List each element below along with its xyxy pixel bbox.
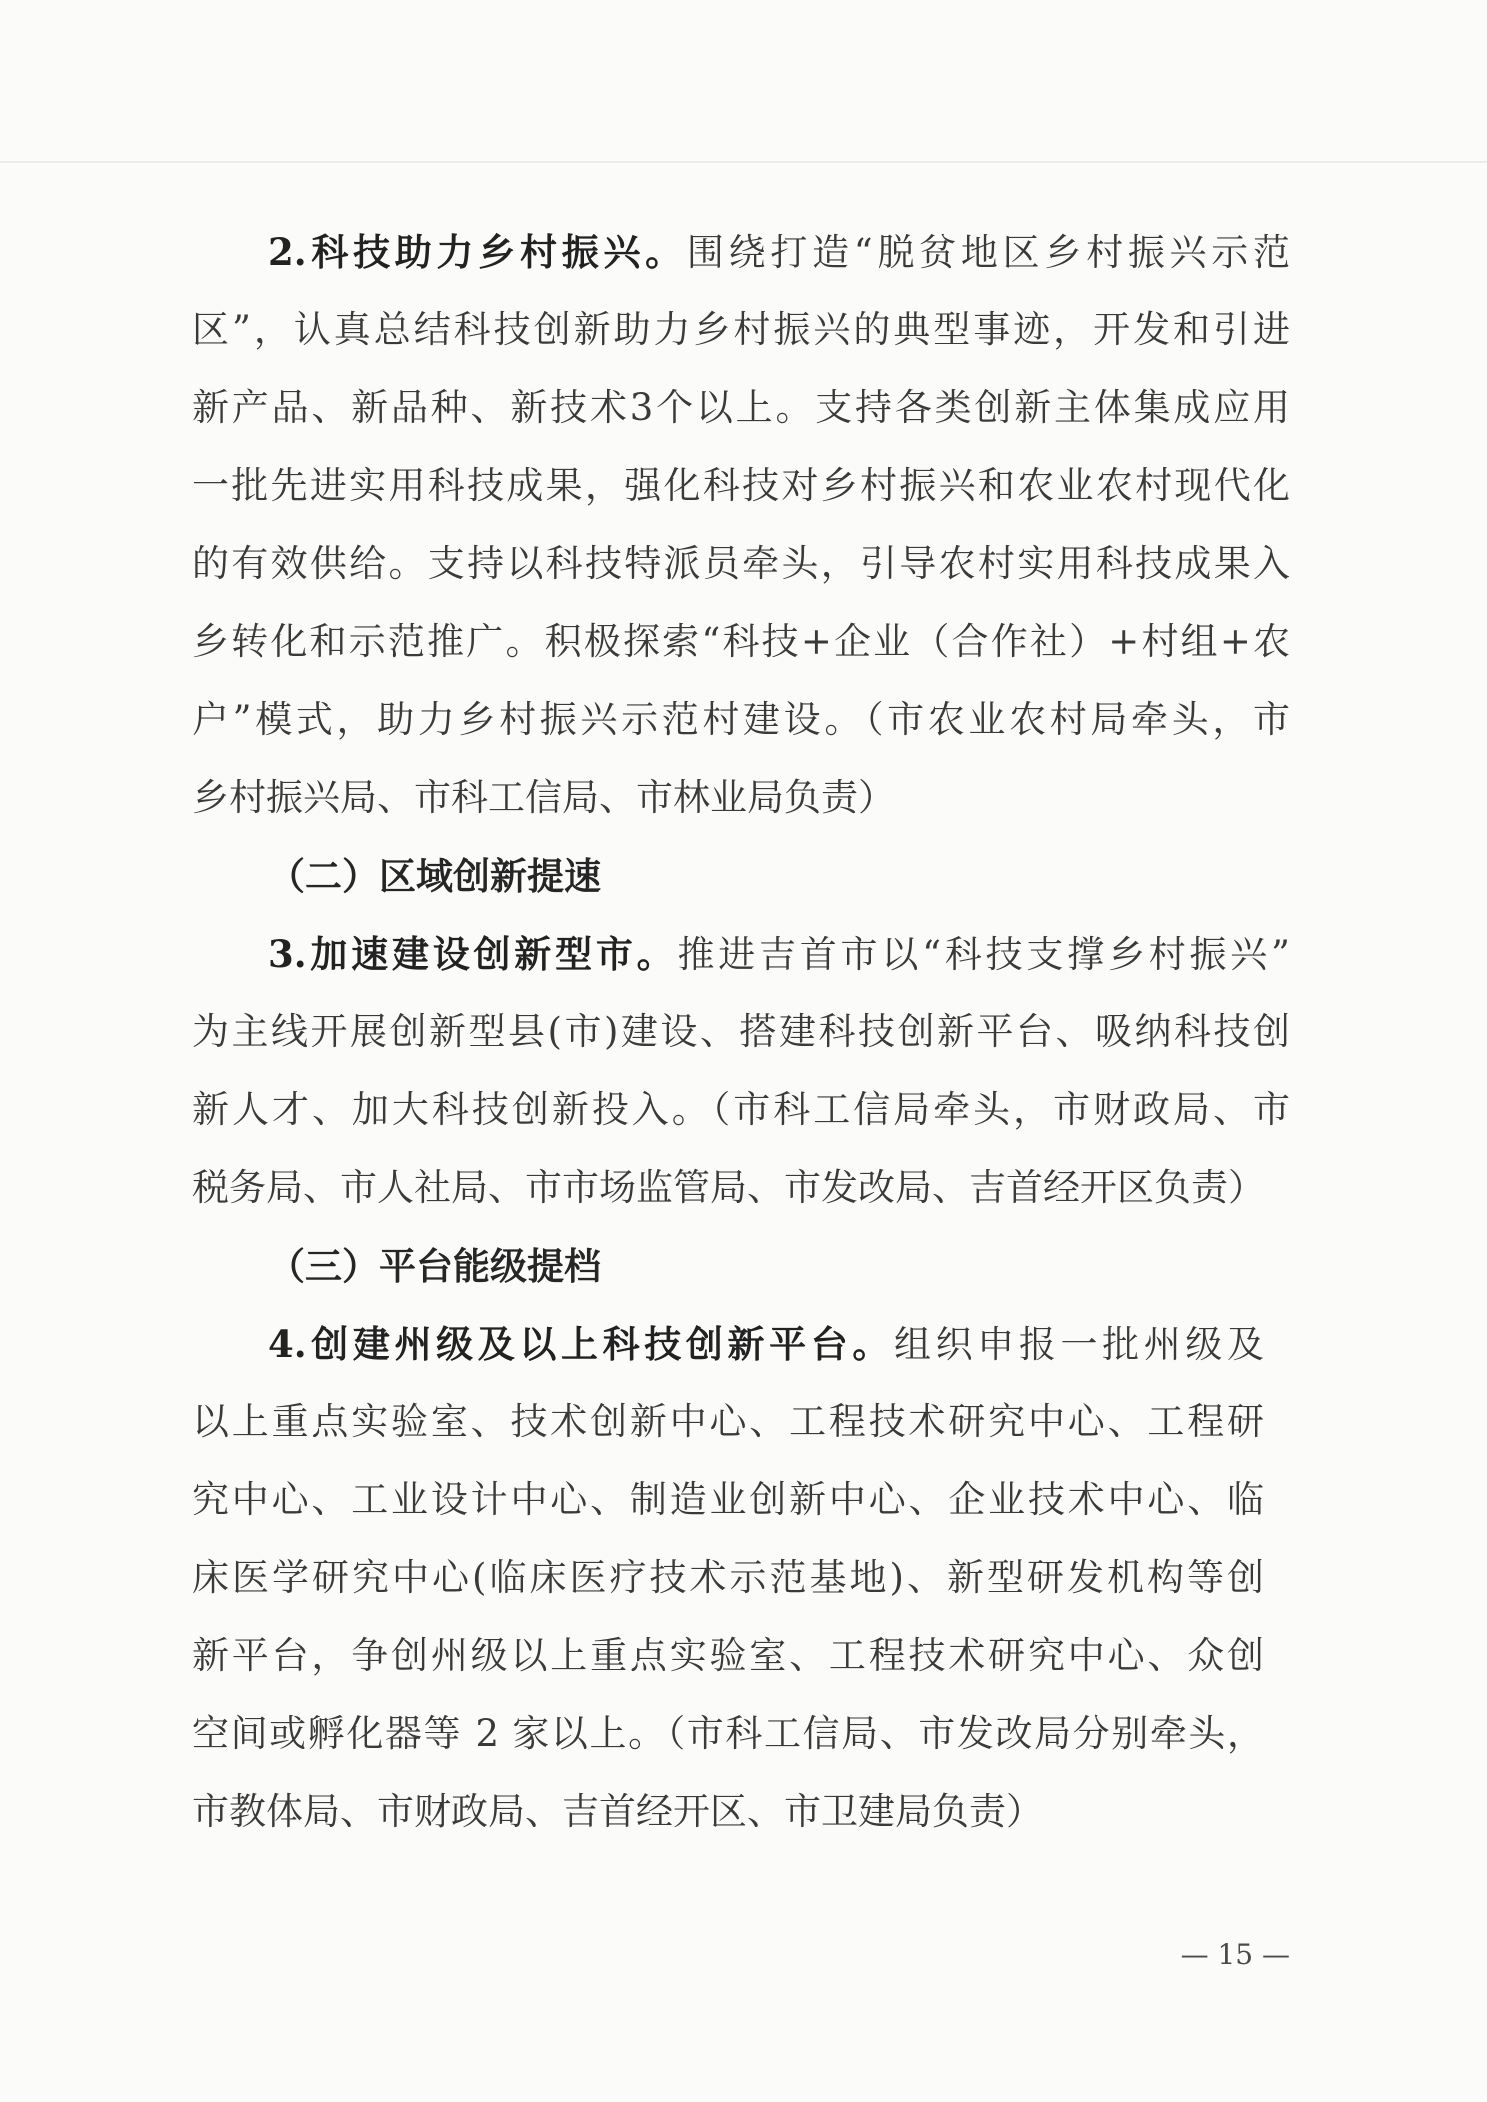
line-text: 床医学研究中心(临床医疗技术示范基地)、新型研发机构等创 [192,1556,1264,1599]
text-line [192,525,1290,603]
line-text: 区”，认真总结科技创新助力乡村振兴的典型事迹，开发和引进 [192,308,1290,351]
item-4-title: 4.创建州级及以上科技创新平台。 [268,1322,894,1366]
line-text: 新产品、新品种、新技术3个以上。支持各类创新主体集成应用 [192,386,1290,429]
text-line [192,759,1290,837]
text-line [192,1539,1264,1617]
text-line [192,1695,1264,1773]
section-heading-2: （二）区域创新提速 [268,854,601,898]
line-text: 乡转化和示范推广。积极探索“科技+企业（合作社）+村组+农 [192,620,1290,663]
text-line [192,291,1290,369]
line-text: 的有效供给。支持以科技特派员牵头，引导农村实用科技成果入 [192,542,1290,585]
line-text: 户”模式，助力乡村振兴示范村建设。（市农业农村局牵头，市 [192,698,1290,741]
text-line [192,1071,1290,1149]
line-text: 以上重点实验室、技术创新中心、工程技术研究中心、工程研 [192,1400,1264,1443]
line-text: 为主线开展创新型县(市)建设、搭建科技创新平台、吸纳科技创 [192,1010,1290,1053]
line-text: 围绕打造“脱贫地区乡村振兴示范 [686,231,1290,274]
text-line [192,1305,1264,1383]
text-line [192,369,1290,447]
item-2-title: 2.科技助力乡村振兴。 [268,230,687,274]
item-3-title: 3.加速建设创新型市。 [268,932,678,976]
text-line [192,603,1290,681]
text-line [192,1773,1264,1851]
text-line [192,993,1290,1071]
text-line [192,681,1290,759]
line-text: 推进吉首市以“科技支撑乡村振兴” [677,933,1290,976]
text-line [192,1383,1264,1461]
item-3-paragraph [192,915,1290,1227]
line-text: 新人才、加大科技创新投入。（市科工信局牵头，市财政局、市 [192,1088,1290,1131]
line-text: 市教体局、市财政局、吉首经开区、市卫建局负责） [192,1790,1043,1833]
line-text: 究中心、工业设计中心、制造业创新中心、企业技术中心、临 [192,1478,1264,1521]
text-line [192,1461,1264,1539]
scan-edge-line [0,161,1487,163]
line-text: 乡村振兴局、市科工信局、市林业局负责） [192,776,895,819]
page-number: — 15 — [1180,1938,1290,1971]
document-body [192,213,1290,1851]
item-4-paragraph [192,1305,1290,1851]
item-2-paragraph [192,213,1290,837]
text-line [192,1617,1264,1695]
text-line [192,447,1290,525]
line-text: 组织申报一批州级及 [894,1323,1264,1366]
line-text: 税务局、市人社局、市市场监管局、市发改局、吉首经开区负责） [192,1166,1265,1209]
text-line [192,1149,1290,1227]
line-text: 新平台，争创州级以上重点实验室、工程技术研究中心、众创 [192,1634,1264,1677]
text-line [192,915,1290,993]
line-text: 空间或孵化器等 2 家以上。（市科工信局、市发改局分别牵头， [192,1712,1264,1755]
text-line [192,213,1290,291]
line-text: 一批先进实用科技成果，强化科技对乡村振兴和农业农村现代化 [192,464,1290,507]
section-heading-3: （三）平台能级提档 [268,1244,601,1288]
